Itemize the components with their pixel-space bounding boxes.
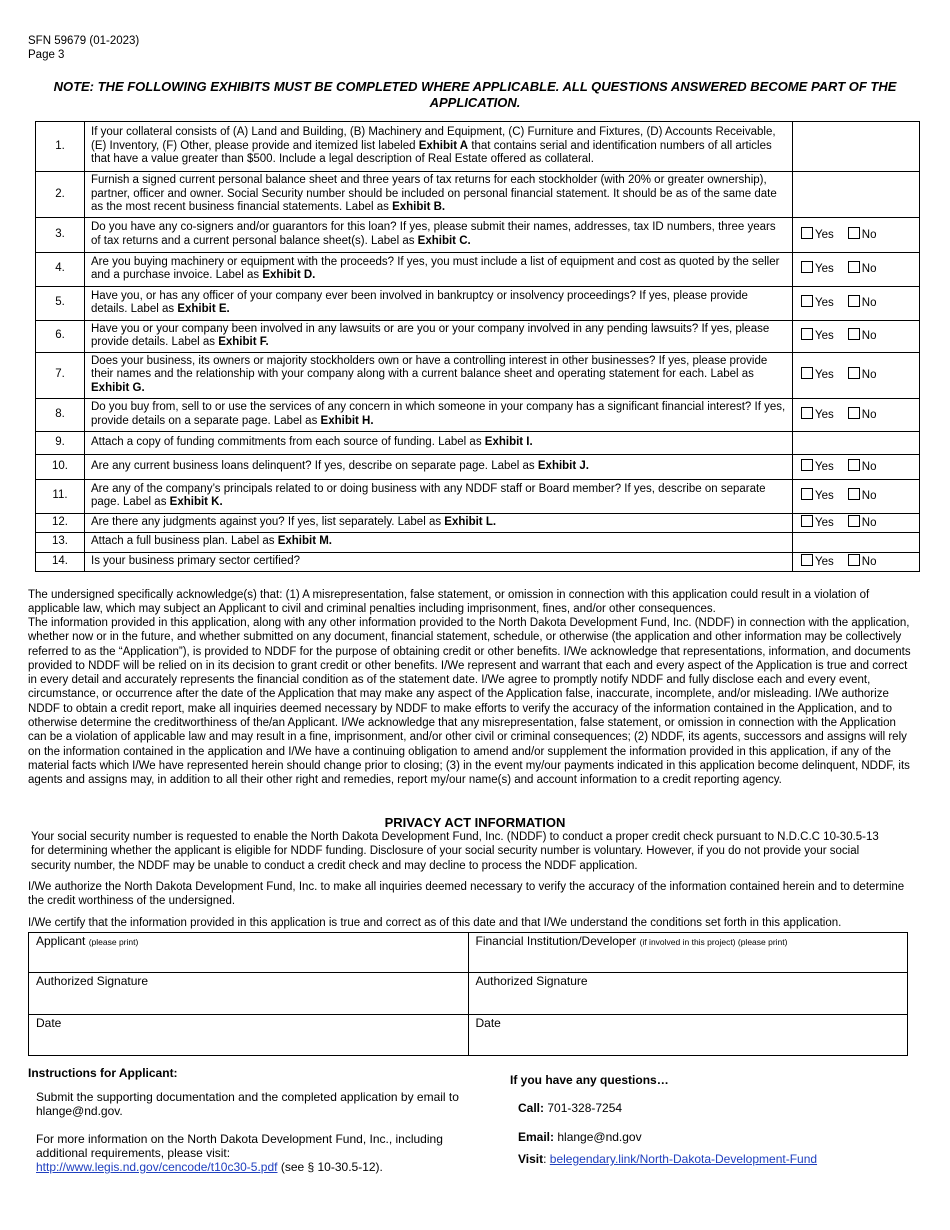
no-label: No	[861, 555, 877, 568]
applicant-label: Applicant	[36, 934, 86, 948]
yes-checkbox[interactable]	[801, 407, 813, 419]
exhibit-row	[36, 172, 920, 218]
exhibit-number: 11.	[36, 479, 85, 513]
privacy-text: Your social security number is requested to enable the North Dakota Development Fund, Inc. (NDDF) to conduct a proper credit check pursuant to N.D.C.C 10-30.5-13 for determining whether the applicant is eligible for NDDF funding. Disclosure of your social security number is voluntary. However, if you do not provide your social security number, the NDDF may be unable to conduct a credit check and may decline to process the NDDF application.	[31, 831, 879, 872]
exhibit-row	[36, 252, 920, 286]
exhibit-number: 8.	[36, 398, 85, 431]
no-option[interactable]	[848, 515, 877, 531]
yes-option[interactable]	[801, 488, 834, 504]
authorize-text: I/We authorize the North Dakota Development Fund, Inc. to make all inquiries deemed necessary to verify the accuracy of the information contained herein and to determine the credit worthiness of the undersigned.	[28, 881, 905, 908]
legis-link[interactable]: http://www.legis.nd.gov/cencode/t10c30-5.pdf	[36, 1160, 278, 1174]
applicant-signature-field[interactable]	[29, 973, 469, 1015]
question-text: Does your business, its owners or majority stockholders own or have a controlling interest in other businesses? If yes, please provide their names and the relationship with your company along with a current balance sheet and operating statement for each. Label as	[91, 354, 768, 381]
question-text: Are you buying machinery or equipment with the proceeds? If yes, you must include a list of equipment and cost as quoted by the seller and a purchase invoice. Label as	[91, 255, 780, 281]
date-label: Date	[36, 1016, 62, 1030]
exhibit-row	[36, 217, 920, 252]
visit-link[interactable]: belegendary.link/North-Dakota-Development-Fund	[549, 1152, 818, 1166]
question-text-tail: that contains serial and identification numbers of all articles that have a value greater than $500. Include a legal description of Real Estate offered as collateral.	[91, 139, 772, 166]
no-label: No	[861, 516, 877, 529]
legis-link-suffix: (see § 10-30.5-12).	[277, 1160, 383, 1174]
exhibit-label: Exhibit B.	[392, 201, 446, 213]
exhibit-row	[36, 286, 920, 320]
instructions-submit: Submit the supporting documentation and the completed application by email to hlange@nd.gov.	[36, 1090, 459, 1118]
no-option[interactable]	[848, 554, 877, 570]
exhibit-question	[85, 122, 793, 172]
no-label: No	[861, 408, 877, 421]
exhibit-number: 12.	[36, 513, 85, 532]
exhibit-number: 9.	[36, 431, 85, 454]
no-checkbox[interactable]	[848, 328, 860, 340]
exhibit-row	[36, 479, 920, 513]
exhibit-row	[36, 552, 920, 571]
institution-note: (if involved in this project) (please print)	[639, 937, 788, 947]
exhibit-question	[85, 532, 793, 552]
email-address: hlange@nd.gov	[554, 1130, 642, 1144]
instructions-section	[28, 1066, 468, 1188]
exhibit-label: Exhibit A	[418, 139, 469, 152]
exhibit-question	[85, 454, 793, 479]
page-number: Page 3	[28, 49, 65, 61]
privacy-title: PRIVACY ACT INFORMATION	[384, 815, 566, 830]
yes-option[interactable]	[801, 295, 834, 311]
no-label: No	[861, 228, 877, 241]
applicant-field[interactable]	[29, 933, 469, 973]
question-text: Have you or your company been involved in any lawsuits or are you or your company involved in any pending lawsuits? If yes, please provide details. Label as	[91, 322, 770, 348]
exhibit-number: 3.	[36, 217, 85, 252]
exhibit-label: Exhibit G.	[91, 381, 145, 394]
yes-label: Yes	[815, 555, 834, 568]
exhibit-row	[36, 454, 920, 479]
yes-checkbox[interactable]	[801, 367, 813, 379]
exhibit-label: Exhibit F.	[218, 336, 269, 348]
no-checkbox[interactable]	[848, 488, 860, 500]
yes-no-cell	[793, 252, 920, 286]
no-checkbox[interactable]	[848, 407, 860, 419]
question-text: Is your business primary sector certified?	[91, 554, 300, 567]
yes-option[interactable]	[801, 554, 834, 570]
yes-label: Yes	[815, 490, 834, 503]
exhibit-label: Exhibit D.	[262, 269, 316, 281]
contact-call: Call: 701-328-7254	[518, 1101, 623, 1115]
yes-checkbox[interactable]	[801, 515, 813, 527]
yes-label: Yes	[815, 228, 834, 241]
exhibit-question	[85, 479, 793, 513]
yes-checkbox[interactable]	[801, 554, 813, 566]
yes-no-cell	[793, 431, 920, 454]
yes-no-cell	[793, 172, 920, 218]
yes-option[interactable]	[801, 459, 834, 475]
yes-no-cell	[793, 552, 920, 571]
certify-text: I/We certify that the information provided in this application is true and correct as of this date and that I/We understand the conditions set forth in this application.	[28, 917, 842, 929]
question-text: Attach a full business plan. Label as	[91, 535, 278, 548]
exhibit-question	[85, 320, 793, 352]
yes-label: Yes	[815, 369, 834, 382]
institution-date-field[interactable]	[468, 1015, 908, 1056]
question-text: Furnish a signed current personal balance sheet and three years of tax returns for each stockholder (with 20% or greater ownership), partner, officer and owner. Social Security number should be included on personal financial statement. It should be as of the same date as the most recent business financial statements. Label as	[91, 174, 777, 213]
no-option[interactable]	[848, 295, 877, 311]
yes-label: Yes	[815, 297, 834, 310]
exhibit-label: Exhibit C.	[417, 234, 471, 247]
authorized-signature-label: Authorized Signature	[36, 974, 149, 988]
no-checkbox[interactable]	[848, 295, 860, 307]
no-option[interactable]	[848, 407, 877, 423]
yes-label: Yes	[815, 263, 834, 276]
form-header	[28, 34, 139, 62]
no-option[interactable]	[848, 328, 877, 344]
no-checkbox[interactable]	[848, 261, 860, 273]
no-label: No	[861, 490, 877, 503]
yes-option[interactable]	[801, 261, 834, 277]
no-option[interactable]	[848, 488, 877, 504]
yes-no-cell	[793, 454, 920, 479]
contact-title: If you have any questions…	[510, 1073, 669, 1087]
yes-label: Yes	[815, 330, 834, 343]
yes-no-cell	[793, 532, 920, 552]
yes-option[interactable]	[801, 367, 834, 383]
yes-checkbox[interactable]	[801, 227, 813, 239]
question-text: Do you have any co-signers and/or guarantors for this loan? If yes, please submit their names, addresses, tax ID numbers, three years of tax returns and a current personal balance sheet(s). Label as	[91, 221, 776, 247]
yes-no-cell	[793, 513, 920, 532]
no-checkbox[interactable]	[848, 227, 860, 239]
exhibits-table	[35, 121, 920, 572]
exhibit-number: 7.	[36, 352, 85, 398]
exhibit-question	[85, 552, 793, 571]
no-label: No	[861, 263, 877, 276]
no-label: No	[861, 297, 877, 310]
date-label: Date	[475, 1016, 501, 1030]
exhibit-label: Exhibit K.	[169, 496, 223, 508]
exhibit-row	[36, 532, 920, 552]
yes-option[interactable]	[801, 407, 834, 423]
no-checkbox[interactable]	[848, 459, 860, 471]
question-text: Attach a copy of funding commitments from each source of funding. Label as	[91, 435, 485, 448]
acknowledgment-1: The undersigned specifically acknowledge(s) that: (1) A misrepresentation, false statement, or omission in connection with this application could result in a violation of applicable law, which may subject an Applicant to civil and criminal penalties including imprisonment, fines, and/or other consequences.	[28, 589, 870, 616]
exhibit-question	[85, 431, 793, 454]
no-label: No	[861, 460, 877, 473]
exhibit-number: 13.	[36, 532, 85, 552]
no-label: No	[861, 330, 877, 343]
yes-checkbox[interactable]	[801, 328, 813, 340]
question-text: Are any of the company’s principals related to or doing business with any NDDF staff or Board member? If yes, describe on separate page. Label as	[91, 482, 766, 508]
contact-visit: Visit: belegendary.link/North-Dakota-Development-Fund	[518, 1152, 818, 1166]
exhibit-question	[85, 352, 793, 398]
no-checkbox[interactable]	[848, 515, 860, 527]
exhibit-row	[36, 320, 920, 352]
no-option[interactable]	[848, 227, 877, 243]
yes-checkbox[interactable]	[801, 488, 813, 500]
exhibit-question	[85, 513, 793, 532]
exhibit-number: 14.	[36, 552, 85, 571]
exhibit-number: 6.	[36, 320, 85, 352]
yes-checkbox[interactable]	[801, 459, 813, 471]
exhibit-row	[36, 398, 920, 431]
yes-no-cell	[793, 352, 920, 398]
exhibit-row	[36, 352, 920, 398]
exhibit-question	[85, 252, 793, 286]
yes-no-cell	[793, 320, 920, 352]
no-checkbox[interactable]	[848, 554, 860, 566]
yes-option[interactable]	[801, 227, 834, 243]
yes-option[interactable]	[801, 515, 834, 531]
no-label: No	[861, 369, 877, 382]
authorized-signature-label: Authorized Signature	[475, 974, 588, 988]
institution-field[interactable]	[468, 933, 908, 973]
institution-label: Financial Institution/Developer	[475, 934, 637, 948]
exhibit-label: Exhibit I.	[484, 435, 533, 448]
yes-no-cell	[793, 217, 920, 252]
no-checkbox[interactable]	[848, 367, 860, 379]
yes-option[interactable]	[801, 328, 834, 344]
exhibit-row	[36, 122, 920, 172]
exhibit-number: 4.	[36, 252, 85, 286]
yes-checkbox[interactable]	[801, 295, 813, 307]
exhibit-number: 5.	[36, 286, 85, 320]
instructions-title: Instructions for Applicant:	[28, 1066, 178, 1080]
contact-section	[510, 1073, 930, 1181]
exhibit-number: 1.	[36, 122, 85, 172]
exhibit-number: 2.	[36, 172, 85, 218]
institution-signature-field[interactable]	[468, 973, 908, 1015]
exhibit-number: 10.	[36, 454, 85, 479]
yes-no-cell	[793, 398, 920, 431]
question-text: Are there any judgments against you? If yes, list separately. Label as	[91, 515, 445, 528]
exhibits-note: NOTE: THE FOLLOWING EXHIBITS MUST BE COMPLETED WHERE APPLICABLE. ALL QUESTIONS ANSWERED BECOME PART OF THE APPLICATION.	[53, 79, 897, 110]
applicant-note: (please print)	[88, 937, 139, 947]
question-text: Have you, or has any officer of your company ever been involved in bankruptcy or insolvency proceedings? If yes, please provide details. Label as	[91, 289, 748, 315]
exhibit-row	[36, 513, 920, 532]
exhibit-question	[85, 172, 793, 218]
contact-email: Email: hlange@nd.gov	[518, 1130, 642, 1144]
form-number: SFN 59679 (01-2023)	[28, 35, 140, 47]
phone-number: 701-328-7254	[544, 1101, 623, 1115]
exhibit-question	[85, 398, 793, 431]
exhibit-label: Exhibit L.	[444, 515, 497, 528]
yes-label: Yes	[815, 408, 834, 421]
yes-no-cell	[793, 122, 920, 172]
exhibit-label: Exhibit H.	[320, 414, 374, 427]
exhibit-row	[36, 431, 920, 454]
exhibit-label: Exhibit E.	[177, 303, 230, 315]
exhibit-question	[85, 217, 793, 252]
yes-no-cell	[793, 479, 920, 513]
yes-label: Yes	[815, 516, 834, 529]
instructions-more-info: For more information on the North Dakota Development Fund, Inc., including additional requirements, please visit: http://www.legis.nd.gov/cencode/t10c30-5.pdf (see § 10-30.5-12).	[36, 1132, 443, 1174]
no-option[interactable]	[848, 261, 877, 277]
question-text: If your collateral consists of (A) Land and Building, (B) Machinery and Equipment, (C) Furniture and Fixtures, (D) Accounts Receivable, (E) Inventory, (F) Other, please provide and itemized list labeled	[91, 126, 776, 152]
yes-no-cell	[793, 286, 920, 320]
yes-checkbox[interactable]	[801, 261, 813, 273]
exhibit-label: Exhibit M.	[277, 535, 332, 548]
question-text: Do you buy from, sell to or use the services of any concern in which someone in your company has a significant financial interest? If yes, provide details on a separate page. Label as	[91, 401, 786, 427]
exhibit-question	[85, 286, 793, 320]
no-option[interactable]	[848, 367, 877, 383]
signature-table	[28, 932, 908, 1056]
yes-label: Yes	[815, 460, 834, 473]
question-text: Are any current business loans delinquent? If yes, describe on separate page. Label as	[91, 459, 538, 472]
applicant-date-field[interactable]	[29, 1015, 469, 1056]
no-option[interactable]	[848, 459, 877, 475]
exhibit-label: Exhibit J.	[537, 459, 589, 472]
acknowledgment-2: The information provided in this application, along with any other information provided to the North Dakota Development Fund, Inc. (NDDF) in connection with the application, whether now or in the future, and whether submitted on any document, financial statement, schedule, or otherwise (the application and other information may be collectively referred to as the “Application”), is provided to NDDF for the purpose of obtaining credit or other benefits. I/We acknowledge that representations, information, and documents provided to NDDF will be relied on in its decision to grant credit or other benefits. I/We represent and warrant that each and every aspect of the Application is true and correct in every detail and accurately represents the financial condition as of the statement date. I/We agree to promptly notify NDDF and fully disclose each and every event, circumstance, or occurrence after the date of the Application that may make any aspect of the Application false, inaccurate, incomplete, and/or misleading. I/We authorize NDDF to obtain a credit report, make all inquiries deemed necessary by NDDF to make efforts to verify the accuracy of the information contained in the Application, and to otherwise determine the creditworthiness of the/an Applicant. I/We acknowledge that any misrepresentation, false statement, or omission in connection with the Application can be a violation of applicable law and may result in a fine, imprisonment, and/or other civil or criminal consequences; (2) NDDF, its agents, successors and assigns will rely on the information contained in the application and I/We have a continuing obligation to amend and/or supplement the information provided in this application, if any of the material facts which I/We have represented herein should change prior to closing; (3) in the event my/our payments indicated in this application become delinquent, NDDF, its agents and assigns may, in addition to all their other right and remedies, report my/our name(s) and account information to a credit reporting agency.	[28, 617, 911, 787]
